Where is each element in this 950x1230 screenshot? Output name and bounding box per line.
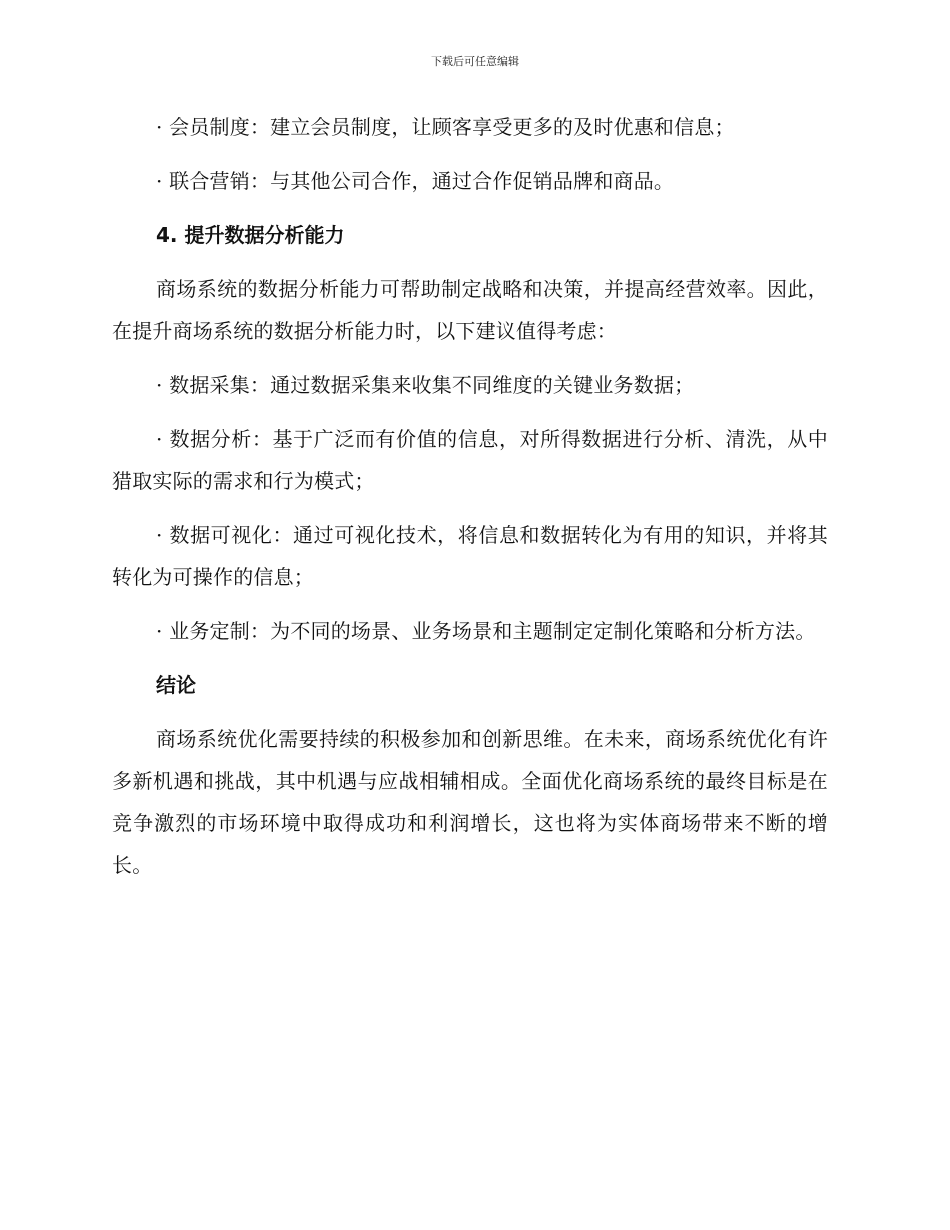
bullet-data-collection: · 数据采集：通过数据采集来收集不同维度的关键业务数据； [156, 373, 695, 397]
document-body [112, 106, 828, 886]
section-heading-data-analysis: 4. 提升数据分析能力 [156, 223, 345, 247]
bullet-data-visualization: · 数据可视化：通过可视化技术，将信息和数据转化为有用的知识，并将其转化为可操作的信息； [112, 523, 828, 589]
section-heading-conclusion: 结论 [156, 673, 196, 697]
bullet-membership: · 会员制度：建立会员制度，让顾客享受更多的及时优惠和信息； [156, 115, 735, 139]
paragraph-conclusion: 商场系统优化需要持续的积极参加和创新思维。在未来，商场系统优化有许多新机遇和挑战，其中机遇与应战相辅相成。全面优化商场系统的最终目标是在竞争激烈的市场环境中取得成功和利润增长，这也将为实体商场带来不断的增长。 [112, 727, 828, 877]
paragraph-data-analysis-intro: 商场系统的数据分析能力可帮助制定战略和决策，并提高经营效率。因此，在提升商场系统的数据分析能力时，以下建议值得考虑： [112, 277, 828, 343]
bullet-business-customization: · 业务定制：为不同的场景、业务场景和主题制定定制化策略和分析方法。 [156, 619, 816, 643]
bullet-joint-marketing: · 联合营销：与其他公司合作，通过合作促销品牌和商品。 [156, 169, 675, 193]
header-note: 下载后可任意编辑 [431, 55, 519, 68]
bullet-data-analysis: · 数据分析：基于广泛而有价值的信息，对所得数据进行分析、清洗，从中猎取实际的需求和行为模式； [112, 427, 828, 493]
